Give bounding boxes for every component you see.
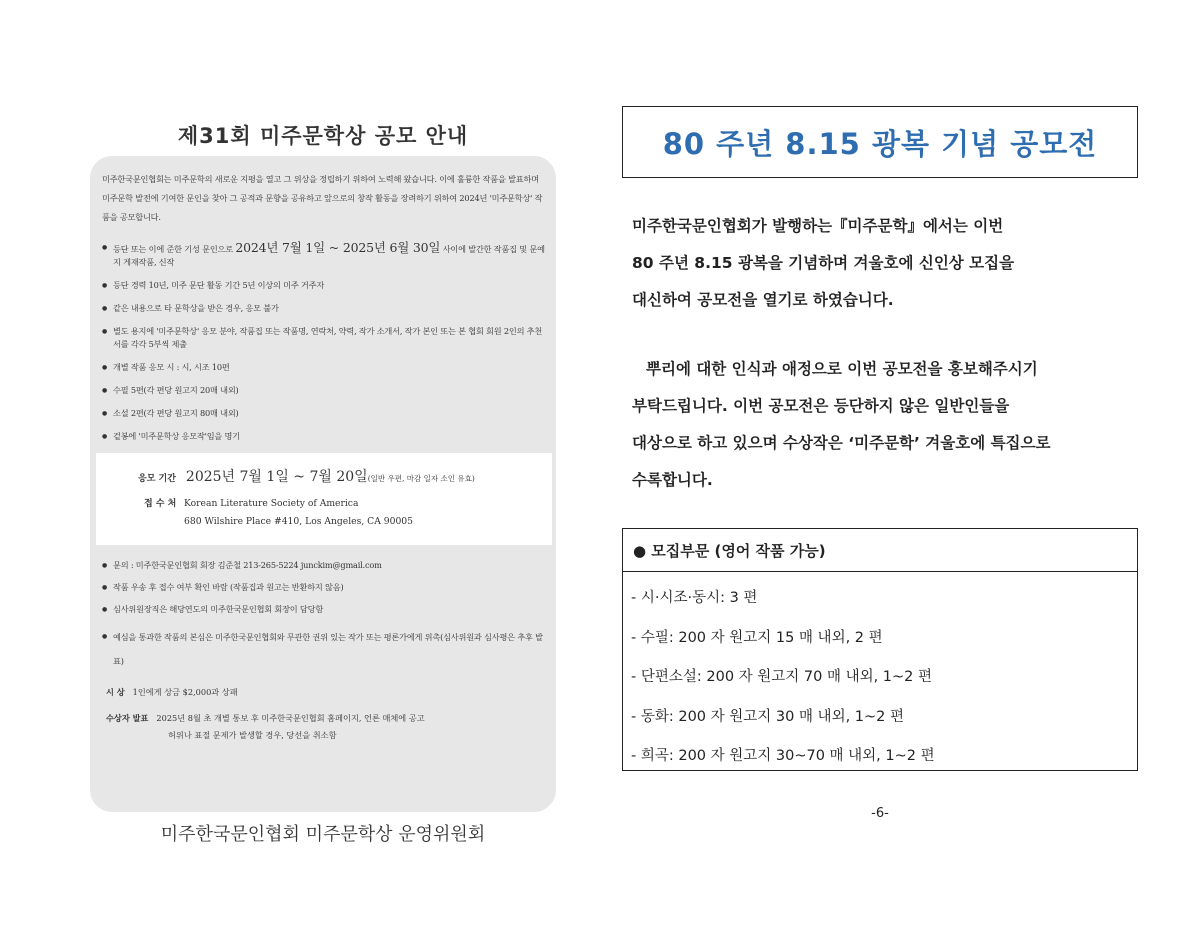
right-page-title: 80 주년 8.15 광복 기념 공모전: [622, 106, 1138, 178]
list-item: ● 예심을 통과한 작품의 본심은 미주한국문인협회와 무관한 권위 있는 작가 또는 평론가에게 위촉(심사위원과 심사평은 추후 발표): [102, 625, 546, 673]
list-item: ● 심사위원장직은 해당연도의 미주한국문인협회 회장이 담당함: [102, 603, 546, 616]
page-number: -6-: [871, 806, 889, 821]
organizer-footer: 미주한국문인협회 미주문학상 운영위원회: [160, 824, 486, 845]
list-item: ● 같은 내용으로 타 문학상을 받은 경우, 응모 불가: [102, 302, 546, 315]
list-item: ● 작품 우송 후 접수 여부 확인 바람 (작품집과 원고는 반환하지 않음): [102, 581, 546, 594]
paragraph-1: 미주한국문인협회가 발행하는『미주문학』에서는 이번 80 주년 8.15 광복을 기념하며 겨울호에 신인상 모집을 대신하여 공모전을 열기로 하였습니다.: [632, 217, 1015, 309]
announcement-body: [632, 208, 1142, 499]
prize-info: 시 상 1인에게 상금 $2,000과 상패: [106, 687, 238, 697]
winner-announcement: 수상자 발표 2025년 8월 초 개별 통보 후 미주한국문인협회 홈페이지, 언론 매체에 공고 허위나 표절 문제가 발생할 경우, 당선을 취소함: [106, 713, 425, 740]
intro-paragraph: 미주한국문인협회는 미주문학의 새로운 지평을 열고 그 위상을 정립하기 위하여 노력해 왔습니다. 이에 훌륭한 작품을 발표하며 미주문학 발전에 기여한 문인을 찾아 그 공적과 문향을 공유하고 앞으로의 창작 활동을 장려하기 위하여 2024년 '미주문학상' 작품을 공모합니다.: [102, 174, 543, 222]
contest-info-panel: [90, 156, 556, 812]
list-item: ● 소설 2편(각 편당 원고지 80매 내외): [102, 407, 546, 420]
list-item: - 희곡: 200 자 원고지 30~70 매 내외, 1~2 편: [631, 748, 935, 764]
list-item: - 시·시조·동시: 3 편: [631, 590, 758, 606]
list-item: ● 별도 용지에 '미주문학상' 응모 분야, 작품집 또는 작품명, 연락처, 약력, 작가 소개서, 작가 본인 또는 본 협회 회원 2인의 추천서를 각각 5부씩 제출: [102, 325, 546, 351]
submission-period-box: [96, 453, 552, 545]
categories-list: [622, 571, 1138, 771]
submission-address: 접 수 처 Korean Literature Society of America 680 Wilshire Place #410, Los Angeles, CA 90005: [144, 498, 413, 527]
submission-period: 응모 기간 2025년 7월 1일 ~ 7월 20일(일반 우편, 마감 일자 소인 유효): [138, 469, 475, 485]
categories-header: ● 모집부문 (영어 작품 가능): [622, 528, 1138, 572]
notice-list: [102, 559, 546, 673]
list-item: ● 등단 또는 이에 준한 기성 문인으로 2024년 7월 1일 ~ 2025년 6월 30일 사이에 발간한 작품집 및 문예지 게재작품, 신작: [102, 241, 546, 269]
eligibility-list: [102, 241, 546, 443]
list-item: - 수필: 200 자 원고지 15 매 내외, 2 편: [631, 629, 883, 646]
paragraph-2: 뿌리에 대한 인식과 애정으로 이번 공모전을 홍보해주시기 부탁드립니다. 이번 공모전은 등단하지 않은 일반인들을 대상으로 하고 있으며 수상작은 ‘미주문학’ 겨울호에 특집으로 수록합니다.: [632, 360, 1051, 489]
list-item: - 동화: 200 자 원고지 30 매 내외, 1~2 편: [631, 708, 905, 725]
list-item: ● 등단 경력 10년, 미주 문단 활동 기간 5년 이상의 미주 거주자: [102, 279, 546, 292]
left-page-title: 제31회 미주문학상 공모 안내: [177, 124, 469, 148]
list-item: ● 문의 : 미주한국문인협회 회장 김준철 213-265-5224 junckim@gmail.com: [102, 559, 546, 572]
list-item: ● 수필 5편(각 편당 원고지 20매 내외): [102, 384, 546, 397]
list-item: ● 개별 작품 응모 시 : 시, 시조 10편: [102, 361, 546, 374]
list-item: - 단편소설: 200 자 원고지 70 매 내외, 1~2 편: [631, 669, 933, 685]
list-item: ● 겉봉에 '미주문학상 응모작'임을 명기: [102, 430, 546, 443]
